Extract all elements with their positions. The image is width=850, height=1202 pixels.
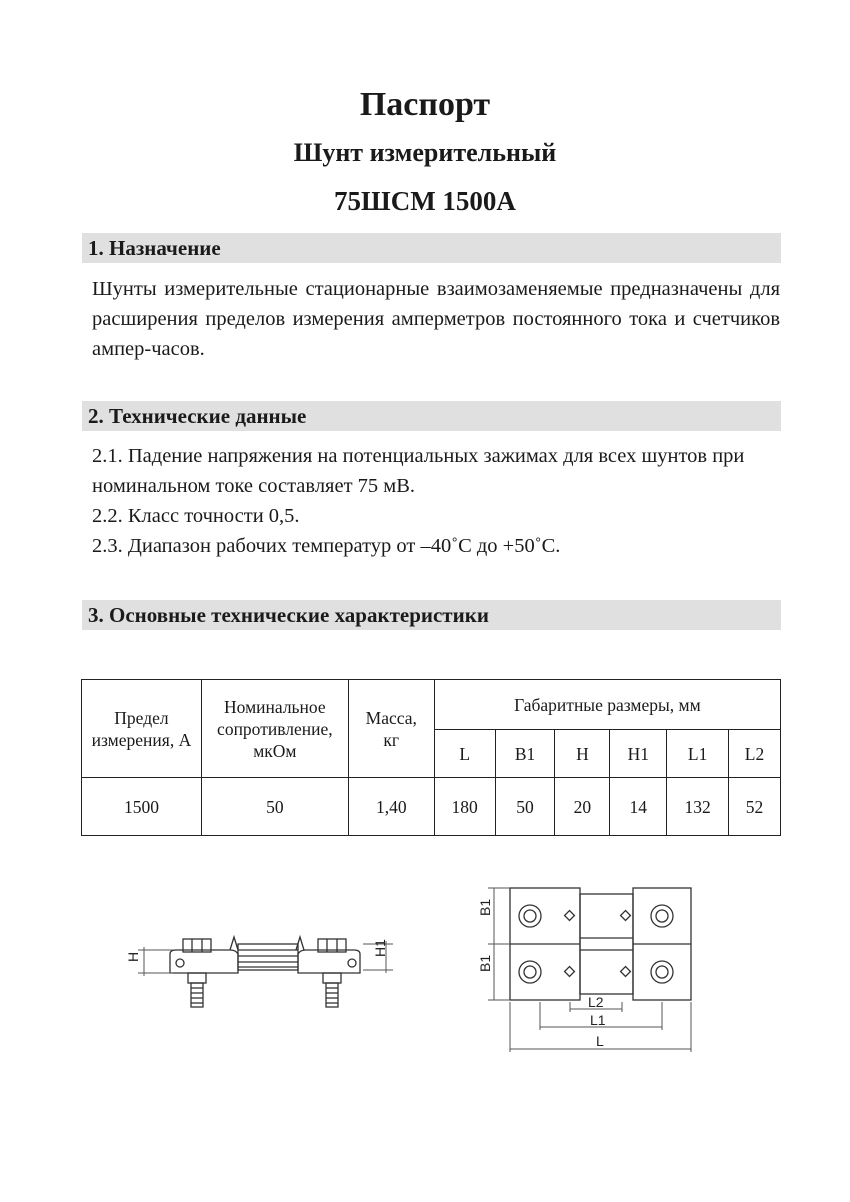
dim-label-h1: H1 [372,939,388,957]
header-dim-l: L [434,730,495,778]
purpose-text: Шунты измерительные стационарные взаимозаменяемые предназначены для расширения пределов измерения амперметров постоянного тока и счетчиков ампер-часов. [92,278,780,360]
dim-label-b1-bottom: B1 [477,954,493,972]
cell-resistance: 50 [201,778,348,836]
cell-dim-l1: 132 [667,778,729,836]
header-mass: Масса, кг [348,680,434,778]
section-heading-characteristics: 3. Основные технические характеристики [82,600,781,630]
header-dimensions: Габаритные размеры, мм [434,680,780,730]
header-dim-b1: B1 [495,730,555,778]
header-limit: Предел измерения, А [82,680,202,778]
model-name: 75ШСМ 1500А [334,186,516,216]
resistive-body [238,944,298,970]
cell-dim-h: 20 [555,778,610,836]
dim-label-l: L [596,1033,604,1049]
tech-item-accuracy: 2.2. Класс точности 0,5. [92,505,300,527]
cell-mass: 1,40 [348,778,434,836]
section-heading-technical-data: 2. Технические данные [82,401,781,431]
header-dim-l1: L1 [667,730,729,778]
section-heading-purpose: 1. Назначение [82,233,781,263]
cell-dim-b1: 50 [495,778,555,836]
cell-limit: 1500 [82,778,202,836]
shunt-side-view-drawing [118,925,398,1035]
dim-label-b1-top: B1 [477,898,493,916]
dim-label-h: H [125,951,141,962]
page-title: Паспорт [359,86,491,123]
cell-dim-l2: 52 [729,778,781,836]
header-dim-h: H [555,730,610,778]
header-dim-l2: L2 [729,730,781,778]
spec-table [81,679,781,836]
shunt-top-view-drawing [470,880,700,1055]
table-row [82,778,781,836]
dim-label-l1: L1 [590,1012,606,1028]
cell-dim-h1: 14 [610,778,667,836]
header-dim-h1: H1 [610,730,667,778]
center-body [580,894,633,994]
tech-item-voltage-drop: 2.1. Падение напряжения на потенциальных зажимах для всех шунтов при номинальном токе составляет 75 мВ. [92,445,745,497]
cell-dim-l: 180 [434,778,495,836]
header-resistance: Номинальное сопротивление, мкОм [201,680,348,778]
page-subtitle: Шунт измерительный [293,138,557,167]
left-base-plate [170,950,238,973]
tech-item-temperature: 2.3. Диапазон рабочих температур от –40˚С до +50˚С. [92,535,561,557]
dim-label-l2: L2 [588,994,604,1010]
right-base-plate [298,950,360,973]
